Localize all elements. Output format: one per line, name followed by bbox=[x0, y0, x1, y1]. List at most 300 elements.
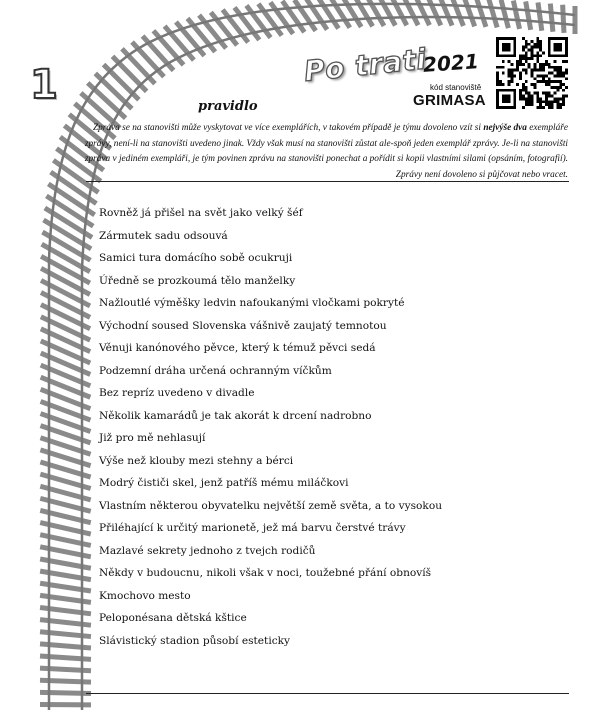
clue-item: Věnuji kanónového pěvce, který k témuž pěvci sedá bbox=[99, 342, 376, 354]
qr-module bbox=[531, 40, 534, 43]
qr-module bbox=[533, 46, 536, 49]
rail-sleeper bbox=[477, 0, 486, 27]
qr-module bbox=[556, 89, 559, 92]
qr-module bbox=[548, 106, 551, 109]
qr-module bbox=[525, 103, 528, 106]
rail-sleeper bbox=[112, 56, 146, 91]
qr-module bbox=[565, 72, 568, 75]
qr-module bbox=[565, 40, 568, 43]
qr-module bbox=[519, 74, 522, 77]
qr-module bbox=[496, 74, 499, 77]
qr-module bbox=[519, 60, 522, 63]
qr-module bbox=[516, 69, 519, 72]
clue-item: Peloponésana dětská kštice bbox=[99, 612, 247, 624]
station-code-label: kód stanoviště bbox=[430, 83, 482, 92]
qr-module bbox=[548, 66, 551, 69]
qr-module bbox=[536, 37, 539, 40]
qr-module bbox=[548, 95, 551, 98]
qr-module bbox=[525, 80, 528, 83]
clue-item: Samici tura domácího sobě ocukruji bbox=[99, 252, 293, 264]
qr-module bbox=[548, 80, 551, 83]
qr-module bbox=[539, 103, 542, 106]
clue-item: Modrý čističi skel, jenž patříš mému miláčkovi bbox=[99, 477, 349, 489]
qr-module bbox=[510, 106, 513, 109]
qr-module bbox=[545, 100, 548, 103]
rules-heading: pravidlo bbox=[198, 99, 258, 114]
qr-module bbox=[496, 89, 499, 92]
qr-module bbox=[536, 57, 539, 60]
qr-module bbox=[496, 43, 499, 46]
qr-module bbox=[513, 103, 516, 106]
qr-module bbox=[505, 97, 508, 100]
qr-module bbox=[528, 92, 531, 95]
divider-bottom bbox=[86, 693, 569, 694]
qr-module bbox=[531, 46, 534, 49]
qr-module bbox=[548, 40, 551, 43]
qr-module bbox=[496, 54, 499, 57]
qr-module bbox=[508, 106, 511, 109]
qr-module bbox=[502, 60, 505, 63]
rail-sleeper bbox=[40, 583, 91, 591]
qr-module bbox=[556, 37, 559, 40]
rail-sleeper bbox=[132, 42, 164, 77]
rail-sleeper bbox=[143, 36, 174, 70]
rail-sleeper bbox=[513, 1, 519, 29]
qr-module bbox=[542, 100, 545, 103]
clue-item: Slávistický stadion působí esteticky bbox=[99, 634, 291, 647]
qr-module bbox=[496, 51, 499, 54]
qr-module bbox=[505, 54, 508, 57]
qr-module bbox=[508, 95, 511, 98]
qr-module bbox=[562, 100, 565, 103]
qr-module bbox=[562, 74, 565, 77]
qr-module bbox=[510, 89, 513, 92]
qr-module bbox=[556, 49, 559, 52]
qr-module bbox=[513, 89, 516, 92]
qr-module bbox=[554, 92, 557, 95]
qr-module bbox=[502, 100, 505, 103]
qr-module bbox=[522, 106, 525, 109]
qr-module bbox=[548, 54, 551, 57]
qr-module bbox=[531, 72, 534, 75]
qr-module bbox=[554, 43, 557, 46]
qr-module bbox=[559, 74, 562, 77]
rail-sleeper bbox=[104, 65, 139, 100]
qr-module bbox=[559, 37, 562, 40]
qr-module bbox=[519, 95, 522, 98]
page-title: Po trati bbox=[302, 42, 428, 88]
qr-module bbox=[536, 80, 539, 83]
qr-module bbox=[545, 60, 548, 63]
qr-module bbox=[510, 37, 513, 40]
qr-module bbox=[554, 74, 557, 77]
qr-module bbox=[525, 69, 528, 72]
qr-module bbox=[542, 66, 545, 69]
qr-module bbox=[522, 69, 525, 72]
qr-module bbox=[548, 37, 551, 40]
qr-module bbox=[513, 69, 516, 72]
clue-item: Mazlavé sekrety jednoho z tvejch rodičů bbox=[99, 544, 316, 557]
qr-module bbox=[554, 100, 557, 103]
qr-module bbox=[536, 40, 539, 43]
qr-module bbox=[525, 86, 528, 89]
qr-module bbox=[522, 49, 525, 52]
qr-module bbox=[539, 97, 542, 100]
clue-item: Kmochovo mesto bbox=[99, 589, 191, 602]
qr-module bbox=[556, 46, 559, 49]
qr-module bbox=[556, 80, 559, 83]
qr-module bbox=[559, 103, 562, 106]
clue-item: Bez repríz uvedeno v divadle bbox=[99, 387, 255, 399]
clue-item: Úředně se prozkoumá tělo manželky bbox=[99, 274, 296, 287]
qr-module bbox=[533, 92, 536, 95]
qr-module bbox=[496, 66, 499, 69]
rail-sleeper bbox=[526, 1, 531, 29]
qr-module bbox=[559, 54, 562, 57]
qr-module bbox=[533, 69, 536, 72]
qr-module bbox=[522, 83, 525, 86]
qr-module bbox=[505, 37, 508, 40]
qr-module bbox=[499, 106, 502, 109]
qr-module bbox=[536, 92, 539, 95]
qr-module bbox=[556, 69, 559, 72]
qr-module bbox=[508, 100, 511, 103]
rail-sleeper bbox=[452, 0, 463, 26]
qr-module bbox=[551, 72, 554, 75]
qr-module bbox=[513, 49, 516, 52]
rail-sleeper bbox=[501, 0, 508, 28]
qr-module bbox=[508, 80, 511, 83]
qr-module bbox=[525, 51, 528, 54]
qr-module bbox=[545, 103, 548, 106]
qr-module bbox=[542, 63, 545, 66]
qr-module bbox=[539, 69, 542, 72]
clue-item: Někdy v budoucnu, nikoli však v noci, toužebné přání obnovíš bbox=[99, 567, 432, 579]
qr-module bbox=[499, 37, 502, 40]
qr-module bbox=[536, 74, 539, 77]
qr-module bbox=[548, 63, 551, 66]
qr-module bbox=[502, 43, 505, 46]
qr-module bbox=[536, 43, 539, 46]
qr-module bbox=[505, 49, 508, 52]
qr-module bbox=[525, 72, 528, 75]
clue-item: Vlastním některou obyvatelku největší země světa, a to vysokou bbox=[99, 499, 443, 512]
qr-module bbox=[496, 77, 499, 80]
rules-emphasis: nejvýše dva bbox=[483, 123, 527, 133]
qr-module bbox=[522, 63, 525, 66]
qr-module bbox=[559, 43, 562, 46]
qr-module bbox=[525, 97, 528, 100]
qr-module bbox=[551, 100, 554, 103]
qr-module bbox=[545, 95, 548, 98]
rail-sleeper bbox=[40, 607, 91, 613]
qr-module bbox=[496, 37, 499, 40]
qr-module bbox=[528, 57, 531, 60]
qr-module bbox=[531, 69, 534, 72]
qr-module bbox=[536, 51, 539, 54]
qr-module bbox=[548, 43, 551, 46]
qr-module bbox=[559, 86, 562, 89]
station-code-value: GRIMASA bbox=[413, 92, 486, 109]
qr-module bbox=[525, 60, 528, 63]
rail-sleeper bbox=[538, 2, 542, 30]
qr-module bbox=[508, 69, 511, 72]
qr-module bbox=[522, 57, 525, 60]
qr-module bbox=[559, 49, 562, 52]
qr-module bbox=[536, 95, 539, 98]
qr-module bbox=[525, 100, 528, 103]
qr-module bbox=[554, 69, 557, 72]
qr-module bbox=[556, 74, 559, 77]
qr-module bbox=[496, 100, 499, 103]
qr-module bbox=[539, 80, 542, 83]
qr-module bbox=[528, 97, 531, 100]
qr-module bbox=[508, 72, 511, 75]
qr-module bbox=[554, 37, 557, 40]
rail-sleeper bbox=[122, 49, 155, 84]
rail-sleeper bbox=[40, 620, 91, 626]
qr-module bbox=[505, 89, 508, 92]
qr-module bbox=[556, 72, 559, 75]
clue-item: Výše než klouby mezi stehny a bérci bbox=[99, 454, 294, 467]
qr-module bbox=[554, 49, 557, 52]
rail-sleeper bbox=[464, 0, 474, 26]
qr-module bbox=[516, 83, 519, 86]
qr-module bbox=[539, 43, 542, 46]
qr-module bbox=[559, 106, 562, 109]
qr-module bbox=[565, 86, 568, 89]
rail-sleeper bbox=[40, 668, 91, 671]
qr-module bbox=[502, 46, 505, 49]
qr-module bbox=[531, 103, 534, 106]
qr-module bbox=[531, 51, 534, 54]
rail-sleeper bbox=[95, 73, 132, 108]
qr-module bbox=[542, 77, 545, 80]
qr-module bbox=[522, 95, 525, 98]
qr-module bbox=[551, 106, 554, 109]
qr-module bbox=[562, 95, 565, 98]
rail-sleeper bbox=[563, 5, 564, 33]
qr-module bbox=[556, 43, 559, 46]
qr-module bbox=[531, 57, 534, 60]
divider-top bbox=[86, 181, 569, 182]
qr-module bbox=[499, 66, 502, 69]
rail-sleeper bbox=[153, 31, 183, 65]
qr-module bbox=[505, 46, 508, 49]
qr-module bbox=[531, 95, 534, 98]
qr-module bbox=[551, 54, 554, 57]
qr-module bbox=[536, 106, 539, 109]
rules-text: Zpráva se na stanovišti může vyskytovat ve více exemplářích, v takovém případě je týmu dovoleno vzít si nejvýše dva exempláře zprávy, není-li na stanovišti uvedeno jinak. Vždy však musí na stanovišti zůstat ale-spoň jeden exemplář zprávy. Je-li na stanovišti zpráva v jediném exempláři, je tým povinen zprávu na stanovišti ponechat a pořídit si kopii vlastními silami (opsáním, fotografií). Zprávy není dovoleno si půjčovat nebo vracet. bbox=[84, 123, 568, 180]
qr-module bbox=[528, 100, 531, 103]
qr-module bbox=[533, 77, 536, 80]
qr-module bbox=[548, 92, 551, 95]
rail-sleeper bbox=[40, 571, 91, 580]
qr-module bbox=[508, 83, 511, 86]
qr-module bbox=[531, 83, 534, 86]
qr-module bbox=[536, 54, 539, 57]
qr-module bbox=[554, 66, 557, 69]
qr-module bbox=[554, 97, 557, 100]
qr-module bbox=[551, 66, 554, 69]
qr-module bbox=[519, 57, 522, 60]
qr-module bbox=[528, 95, 531, 98]
rail-sleeper bbox=[489, 0, 497, 27]
qr-module bbox=[565, 51, 568, 54]
qr-module bbox=[559, 46, 562, 49]
qr-module bbox=[556, 100, 559, 103]
qr-module bbox=[565, 43, 568, 46]
qr-module bbox=[525, 89, 528, 92]
qr-module bbox=[542, 106, 545, 109]
qr-module bbox=[539, 40, 542, 43]
qr-module bbox=[556, 66, 559, 69]
qr-module bbox=[559, 80, 562, 83]
clue-item: Rovněž já přišel na svět jako velký šéf bbox=[99, 207, 303, 219]
clue-item: Východní soused Slovenska vášnivě zaujatý temnotou bbox=[99, 319, 387, 332]
qr-module bbox=[528, 63, 531, 66]
qr-module bbox=[513, 100, 516, 103]
qr-module bbox=[565, 37, 568, 40]
qr-module bbox=[496, 83, 499, 86]
qr-module bbox=[531, 49, 534, 52]
qr-module bbox=[505, 100, 508, 103]
qr-module bbox=[513, 92, 516, 95]
qr-module bbox=[496, 46, 499, 49]
qr-module bbox=[528, 43, 531, 46]
qr-module bbox=[508, 54, 511, 57]
qr-module bbox=[539, 54, 542, 57]
qr-module bbox=[554, 80, 557, 83]
year-label: 2021 bbox=[422, 49, 480, 77]
qr-module bbox=[522, 37, 525, 40]
qr-module bbox=[516, 60, 519, 63]
qr-module bbox=[539, 106, 542, 109]
qr-module bbox=[548, 100, 551, 103]
qr-module bbox=[510, 80, 513, 83]
qr-module bbox=[548, 46, 551, 49]
qr-module bbox=[516, 66, 519, 69]
qr-module bbox=[522, 86, 525, 89]
qr-module bbox=[556, 106, 559, 109]
qr-module bbox=[519, 97, 522, 100]
qr-module bbox=[536, 46, 539, 49]
qr-module bbox=[513, 97, 516, 100]
qr-module bbox=[502, 54, 505, 57]
clue-item: Zármutek sadu odsouvá bbox=[99, 229, 228, 242]
qr-module bbox=[502, 83, 505, 86]
qr-module bbox=[554, 60, 557, 63]
qr-module bbox=[525, 40, 528, 43]
rail-sleeper bbox=[40, 644, 91, 648]
qr-module bbox=[536, 100, 539, 103]
qr-module bbox=[539, 49, 542, 52]
qr-module bbox=[508, 74, 511, 77]
qr-module bbox=[548, 72, 551, 75]
qr-module bbox=[499, 80, 502, 83]
qr-module bbox=[536, 97, 539, 100]
qr-module bbox=[516, 63, 519, 66]
clue-list bbox=[99, 202, 569, 652]
qr-module bbox=[559, 66, 562, 69]
clue-item: Podzemní dráha určená ochranným víčkům bbox=[99, 364, 332, 377]
qr-module bbox=[510, 63, 513, 66]
qr-module bbox=[542, 92, 545, 95]
qr-module bbox=[508, 37, 511, 40]
qr-module bbox=[510, 74, 513, 77]
page-number: 1 bbox=[30, 62, 58, 108]
qr-module bbox=[559, 97, 562, 100]
qr-module bbox=[551, 37, 554, 40]
qr-module bbox=[565, 46, 568, 49]
qr-module bbox=[539, 100, 542, 103]
qr-module bbox=[531, 54, 534, 57]
qr-module bbox=[502, 106, 505, 109]
qr-module bbox=[525, 57, 528, 60]
qr-module bbox=[528, 66, 531, 69]
qr-module bbox=[508, 97, 511, 100]
rail-sleeper bbox=[40, 656, 91, 659]
qr-module bbox=[502, 66, 505, 69]
qr-module bbox=[513, 40, 516, 43]
rail-sleeper bbox=[550, 4, 553, 32]
qr-module bbox=[513, 51, 516, 54]
qr-module bbox=[519, 92, 522, 95]
qr-module bbox=[522, 54, 525, 57]
qr-module bbox=[505, 95, 508, 98]
qr-module bbox=[531, 100, 534, 103]
qr-module bbox=[562, 103, 565, 106]
qr-module bbox=[496, 95, 499, 98]
qr-module bbox=[510, 69, 513, 72]
qr-module bbox=[556, 86, 559, 89]
clue-item: Již pro mě nehlasují bbox=[99, 432, 206, 444]
qr-module bbox=[542, 74, 545, 77]
qr-module bbox=[513, 106, 516, 109]
qr-module bbox=[562, 89, 565, 92]
qr-module bbox=[502, 49, 505, 52]
qr-module bbox=[536, 69, 539, 72]
qr-module bbox=[548, 77, 551, 80]
qr-module bbox=[556, 97, 559, 100]
qr-module bbox=[554, 46, 557, 49]
qr-module bbox=[513, 43, 516, 46]
qr-module bbox=[510, 54, 513, 57]
qr-module bbox=[513, 54, 516, 57]
qr-module bbox=[502, 95, 505, 98]
qr-module bbox=[554, 54, 557, 57]
qr-module bbox=[528, 103, 531, 106]
qr-module bbox=[510, 77, 513, 80]
qr-module bbox=[525, 54, 528, 57]
qr-module bbox=[562, 54, 565, 57]
qr-module bbox=[525, 43, 528, 46]
qr-module bbox=[565, 95, 568, 98]
qr-module bbox=[551, 80, 554, 83]
qr-module bbox=[513, 46, 516, 49]
rail-sleeper bbox=[40, 632, 91, 637]
qr-module bbox=[508, 60, 511, 63]
qr-module bbox=[505, 43, 508, 46]
qr-module bbox=[533, 86, 536, 89]
qr-module bbox=[559, 69, 562, 72]
qr-module bbox=[508, 46, 511, 49]
qr-module bbox=[505, 106, 508, 109]
qr-module bbox=[562, 83, 565, 86]
qr-module bbox=[536, 60, 539, 63]
qr-module bbox=[548, 51, 551, 54]
clue-item: Přiléhající k určitý marionetě, jež má barvu čerstvé trávy bbox=[99, 522, 406, 534]
